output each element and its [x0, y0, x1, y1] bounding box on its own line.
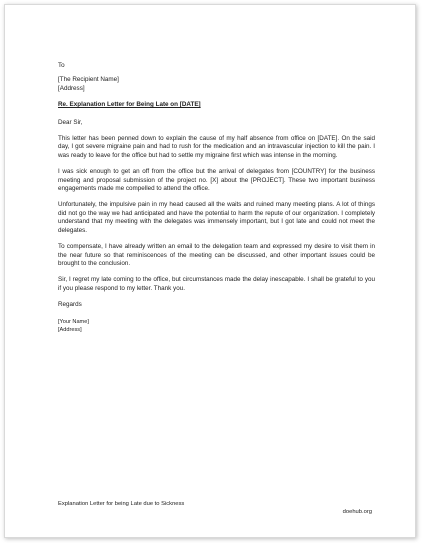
paragraph-3: Unfortunately, the impulsive pain in my head caused all the waits and ruined many meeting plans. A lot of things did not go the way we had anticipated and have the potential to harm the repute of our organization. I completely understand that my meeting with the delegates was immensely important, but I got late and could not meet the delegates.: [58, 201, 375, 234]
to-label: To: [58, 62, 65, 69]
recipient-address: [Address]: [58, 84, 85, 92]
letter-body: [58, 62, 375, 334]
footer-site: doehub.org: [342, 509, 372, 515]
closing: Regards: [58, 301, 82, 309]
paragraph-5: Sir, I regret my late coming to the office, but circumstances made the delay inescapable. I shall be grateful to you if you please respond to my letter. Thank you.: [58, 276, 375, 292]
paragraph-1: This letter has been penned down to explain the cause of my half absence from office on [DATE]. On the said day, I got severe migraine pain and had to rush for the medication and an intravascular injection to kill the pain. I was ready to leave for the office but had to settle my migraine first which was intense in the morning.: [58, 135, 375, 159]
letter-subject: Re. Explanation Letter for Being Late on [DATE]: [58, 101, 201, 109]
document-page: [4, 4, 416, 538]
paragraph-2: I was sick enough to get an off from the office but the arrival of delegates from [COUNTRY] for the business meeting and proposal submission of the project no. [X] about the [PROJECT]. These two important business engagements made me compelled to attend the office.: [58, 168, 375, 193]
paragraph-4: To compensate, I have already written an email to the delegation team and expressed my desire to visit them in the near future so that reminiscences of the meeting can be discussed, and other important issues could be brought to the conclusion.: [58, 243, 375, 267]
footer-title: Explanation Letter for being Late due to Sickness: [58, 501, 185, 507]
sender-address: [Address]: [58, 326, 82, 333]
sender-name: [Your Name]: [58, 318, 89, 325]
recipient-name: [The Recipient Name]: [58, 76, 119, 84]
salutation: Dear Sir,: [58, 118, 83, 126]
